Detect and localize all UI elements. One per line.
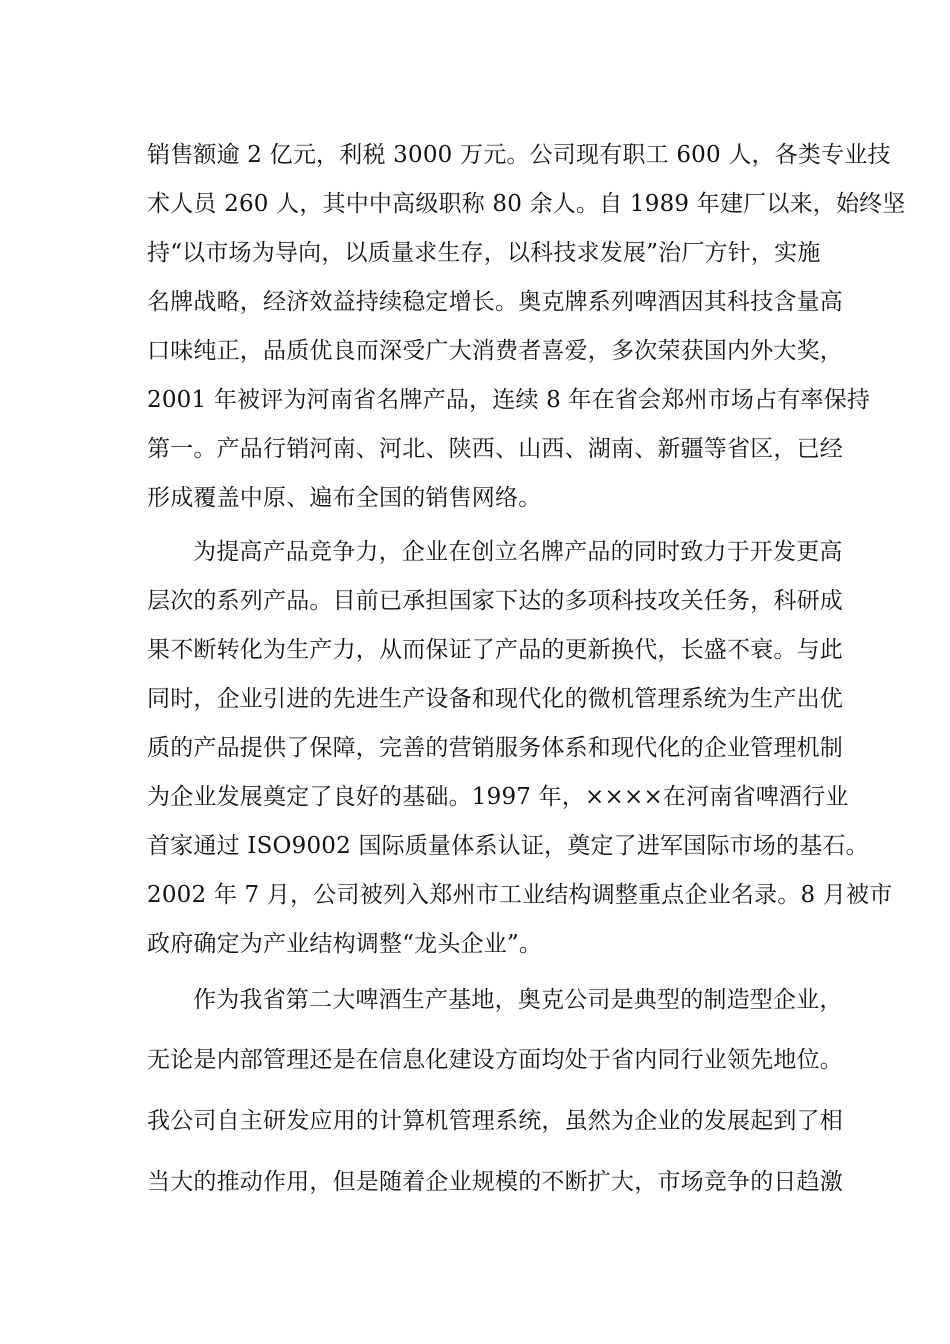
text-line: 2001 年被评为河南省名牌产品，连续 8 年在省会郑州市场占有率保持 <box>147 387 871 413</box>
text-line: 质的产品提供了保障，完善的营销服务体系和现代化的企业管理机制 <box>147 735 843 761</box>
text-line: 形成覆盖中原、遍布全国的销售网络。 <box>147 485 542 511</box>
text-line: 名牌战略，经济效益持续稳定增长。奥克牌系列啤酒因其科技含量高 <box>147 289 843 315</box>
text-line: 我公司自主研发应用的计算机管理系统，虽然为企业的发展起到了相 <box>147 1108 843 1134</box>
text-line: 口味纯正，品质优良而深受广大消费者喜爱，多次荣获国内外大奖， <box>147 338 843 364</box>
text-line: 术人员 260 人，其中中高级职称 80 余人。自 1989 年建厂以来，始终坚 <box>147 191 906 217</box>
text-line: 2002 年 7 月，公司被列入郑州市工业结构调整重点企业名录。8 月被市 <box>147 882 893 908</box>
text-line: 首家通过 ISO9002 国际质量体系认证，奠定了进军国际市场的基石。 <box>147 833 869 859</box>
text-line: 作为我省第二大啤酒生产基地，奥克公司是典型的制造型企业， <box>193 987 843 1013</box>
text-line: 持“以市场为导向，以质量求生存，以科技求发展”治厂方针，实施 <box>147 240 821 266</box>
text-line: 无论是内部管理还是在信息化建设方面均处于省内同行业领先地位。 <box>147 1047 843 1073</box>
text-line: 果不断转化为生产力，从而保证了产品的更新换代，长盛不衰。与此 <box>147 637 843 663</box>
text-line: 当大的推动作用，但是随着企业规模的不断扩大，市场竞争的日趋激 <box>147 1169 843 1195</box>
text-line: 销售额逾 2 亿元，利税 3000 万元。公司现有职工 600 人，各类专业技 <box>147 142 891 168</box>
text-line: 为企业发展奠定了良好的基础。1997 年，××××在河南省啤酒行业 <box>147 784 849 810</box>
text-line: 同时，企业引进的先进生产设备和现代化的微机管理系统为生产出优 <box>147 686 843 712</box>
text-line: 政府确定为产业结构调整“龙头企业”。 <box>147 931 543 957</box>
text-line: 层次的系列产品。目前已承担国家下达的多项科技攻关任务，科研成 <box>147 588 843 614</box>
text-line: 第一。产品行销河南、河北、陕西、山西、湖南、新疆等省区，已经 <box>147 436 843 462</box>
text-line: 为提高产品竞争力，企业在创立名牌产品的同时致力于开发更高 <box>193 539 843 565</box>
